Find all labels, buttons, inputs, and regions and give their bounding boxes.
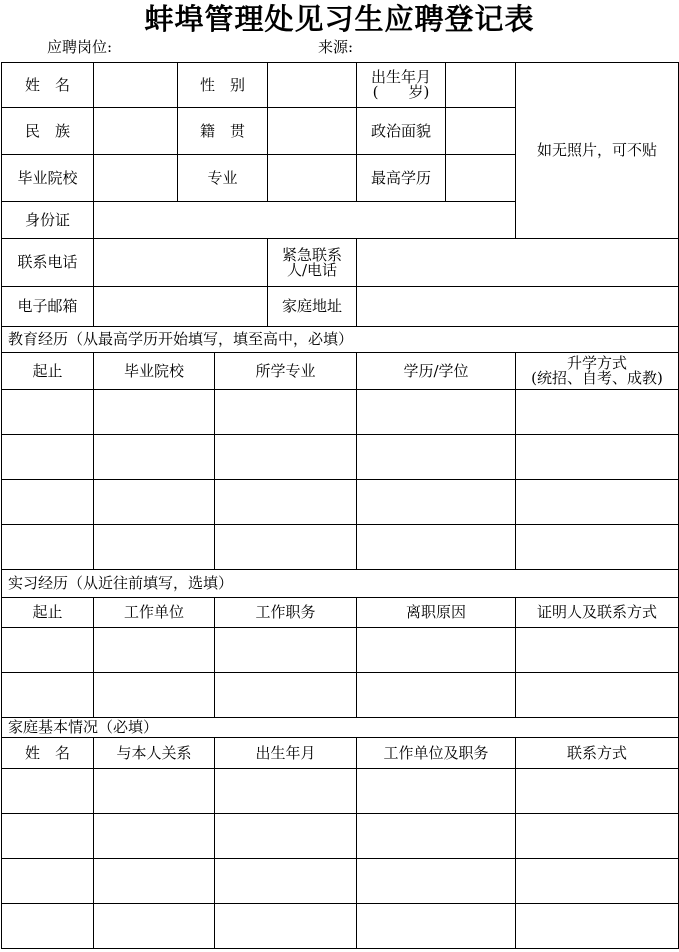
native-place-label: 籍 贯: [178, 108, 268, 155]
name-field[interactable]: [94, 63, 178, 108]
position-label: 应聘岗位:: [47, 38, 113, 56]
education-field[interactable]: [446, 155, 516, 202]
edu-row: [2, 480, 679, 525]
family-cell[interactable]: [2, 859, 94, 904]
edu-cell[interactable]: [2, 525, 94, 570]
intern-cell[interactable]: [516, 628, 679, 673]
family-cell[interactable]: [94, 859, 215, 904]
political-status-label: 政治面貌: [357, 108, 446, 155]
phone-label: 联系电话: [2, 239, 94, 287]
family-row: [2, 769, 679, 814]
source-label: 来源:: [318, 38, 354, 56]
major-label: 专业: [178, 155, 268, 202]
birth-label-line1: 出生年月: [371, 68, 432, 86]
intern-cell[interactable]: [2, 673, 94, 718]
family-cell[interactable]: [516, 814, 679, 859]
school-label: 毕业院校: [2, 155, 94, 202]
family-row: [2, 814, 679, 859]
intern-header-period: 起止: [2, 598, 94, 628]
edu-cell[interactable]: [2, 480, 94, 525]
intern-cell[interactable]: [94, 628, 215, 673]
family-header-name: 姓 名: [2, 738, 94, 769]
emergency-label-line2: 人/电话: [286, 260, 338, 279]
edu-header-degree: 学历/学位: [357, 353, 516, 390]
birth-label: [357, 63, 446, 108]
edu-header-school: 毕业院校: [94, 353, 215, 390]
family-cell[interactable]: [357, 769, 516, 814]
family-row: [2, 904, 679, 949]
edu-cell[interactable]: [215, 390, 357, 435]
edu-cell[interactable]: [357, 390, 516, 435]
education-label: 最高学历: [357, 155, 446, 202]
family-cell[interactable]: [2, 904, 94, 949]
family-cell[interactable]: [215, 814, 357, 859]
intern-cell[interactable]: [94, 673, 215, 718]
edu-cell[interactable]: [94, 390, 215, 435]
family-section-title: 家庭基本情况（必填）: [2, 718, 679, 738]
edu-cell[interactable]: [94, 480, 215, 525]
emergency-label-line1: 紧急联系: [282, 245, 343, 264]
family-cell[interactable]: [516, 769, 679, 814]
edu-cell[interactable]: [94, 435, 215, 480]
internship-section-title: 实习经历（从近往前填写，选填）: [2, 570, 679, 598]
intern-cell[interactable]: [215, 673, 357, 718]
intern-header-employer: 工作单位: [94, 598, 215, 628]
native-place-field[interactable]: [268, 108, 357, 155]
edu-row: [2, 525, 679, 570]
education-section-title: 教育经历（从最高学历开始填写，填至高中，必填）: [2, 327, 679, 353]
intern-cell[interactable]: [516, 673, 679, 718]
birth-label-line2: ( 岁): [372, 83, 430, 101]
ethnicity-label: 民 族: [2, 108, 94, 155]
email-field[interactable]: [94, 287, 268, 327]
edu-cell[interactable]: [357, 435, 516, 480]
edu-row: [2, 390, 679, 435]
intern-cell[interactable]: [215, 628, 357, 673]
email-label: 电子邮箱: [2, 287, 94, 327]
intern-header-reference: 证明人及联系方式: [516, 598, 679, 628]
family-cell[interactable]: [357, 859, 516, 904]
edu-cell[interactable]: [357, 480, 516, 525]
birth-field[interactable]: [446, 63, 516, 108]
school-field[interactable]: [94, 155, 178, 202]
family-header-contact: 联系方式: [516, 738, 679, 769]
family-cell[interactable]: [2, 769, 94, 814]
intern-header-position: 工作职务: [215, 598, 357, 628]
family-cell[interactable]: [94, 814, 215, 859]
family-header-birth: 出生年月: [215, 738, 357, 769]
phone-field[interactable]: [94, 239, 268, 287]
edu-cell[interactable]: [516, 390, 679, 435]
emergency-contact-label: [268, 239, 357, 287]
edu-cell[interactable]: [215, 480, 357, 525]
edu-row: [2, 435, 679, 480]
gender-label: 性 别: [178, 63, 268, 108]
form-title: 蚌埠管理处见习生应聘登记表: [144, 2, 535, 36]
family-cell[interactable]: [357, 814, 516, 859]
family-cell[interactable]: [215, 859, 357, 904]
edu-header-admission: [516, 353, 679, 390]
edu-cell[interactable]: [215, 525, 357, 570]
family-row: [2, 859, 679, 904]
name-label: 姓 名: [2, 63, 94, 108]
edu-header-period: 起止: [2, 353, 94, 390]
edu-cell[interactable]: [94, 525, 215, 570]
edu-cell[interactable]: [2, 390, 94, 435]
family-header-employer: 工作单位及职务: [357, 738, 516, 769]
edu-cell[interactable]: [357, 525, 516, 570]
family-cell[interactable]: [215, 904, 357, 949]
edu-header-admission-line2: (统招、自考、成教): [531, 369, 663, 387]
address-label: 家庭地址: [268, 287, 357, 327]
edu-cell[interactable]: [516, 435, 679, 480]
family-cell[interactable]: [94, 769, 215, 814]
edu-cell[interactable]: [516, 480, 679, 525]
family-cell[interactable]: [2, 814, 94, 859]
intern-header-leave-reason: 离职原因: [357, 598, 516, 628]
intern-cell[interactable]: [357, 628, 516, 673]
family-cell[interactable]: [516, 859, 679, 904]
family-cell[interactable]: [357, 904, 516, 949]
photo-box[interactable]: 如无照片，可不贴: [516, 63, 679, 239]
edu-header-admission-line1: 升学方式: [567, 354, 628, 372]
edu-cell[interactable]: [516, 525, 679, 570]
ethnicity-field[interactable]: [94, 108, 178, 155]
address-field[interactable]: [357, 287, 679, 327]
family-header-relation: 与本人关系: [94, 738, 215, 769]
id-card-field[interactable]: [94, 202, 516, 239]
family-cell[interactable]: [94, 904, 215, 949]
gender-field[interactable]: [268, 63, 357, 108]
edu-cell[interactable]: [215, 435, 357, 480]
intern-cell[interactable]: [2, 628, 94, 673]
family-cell[interactable]: [516, 904, 679, 949]
registration-table: [1, 62, 679, 949]
family-cell[interactable]: [215, 769, 357, 814]
edu-cell[interactable]: [2, 435, 94, 480]
intern-row: [2, 673, 679, 718]
intern-cell[interactable]: [357, 673, 516, 718]
emergency-contact-field[interactable]: [357, 239, 679, 287]
major-field[interactable]: [268, 155, 357, 202]
political-status-field[interactable]: [446, 108, 516, 155]
edu-header-major: 所学专业: [215, 353, 357, 390]
id-card-label: 身份证: [2, 202, 94, 239]
intern-row: [2, 628, 679, 673]
